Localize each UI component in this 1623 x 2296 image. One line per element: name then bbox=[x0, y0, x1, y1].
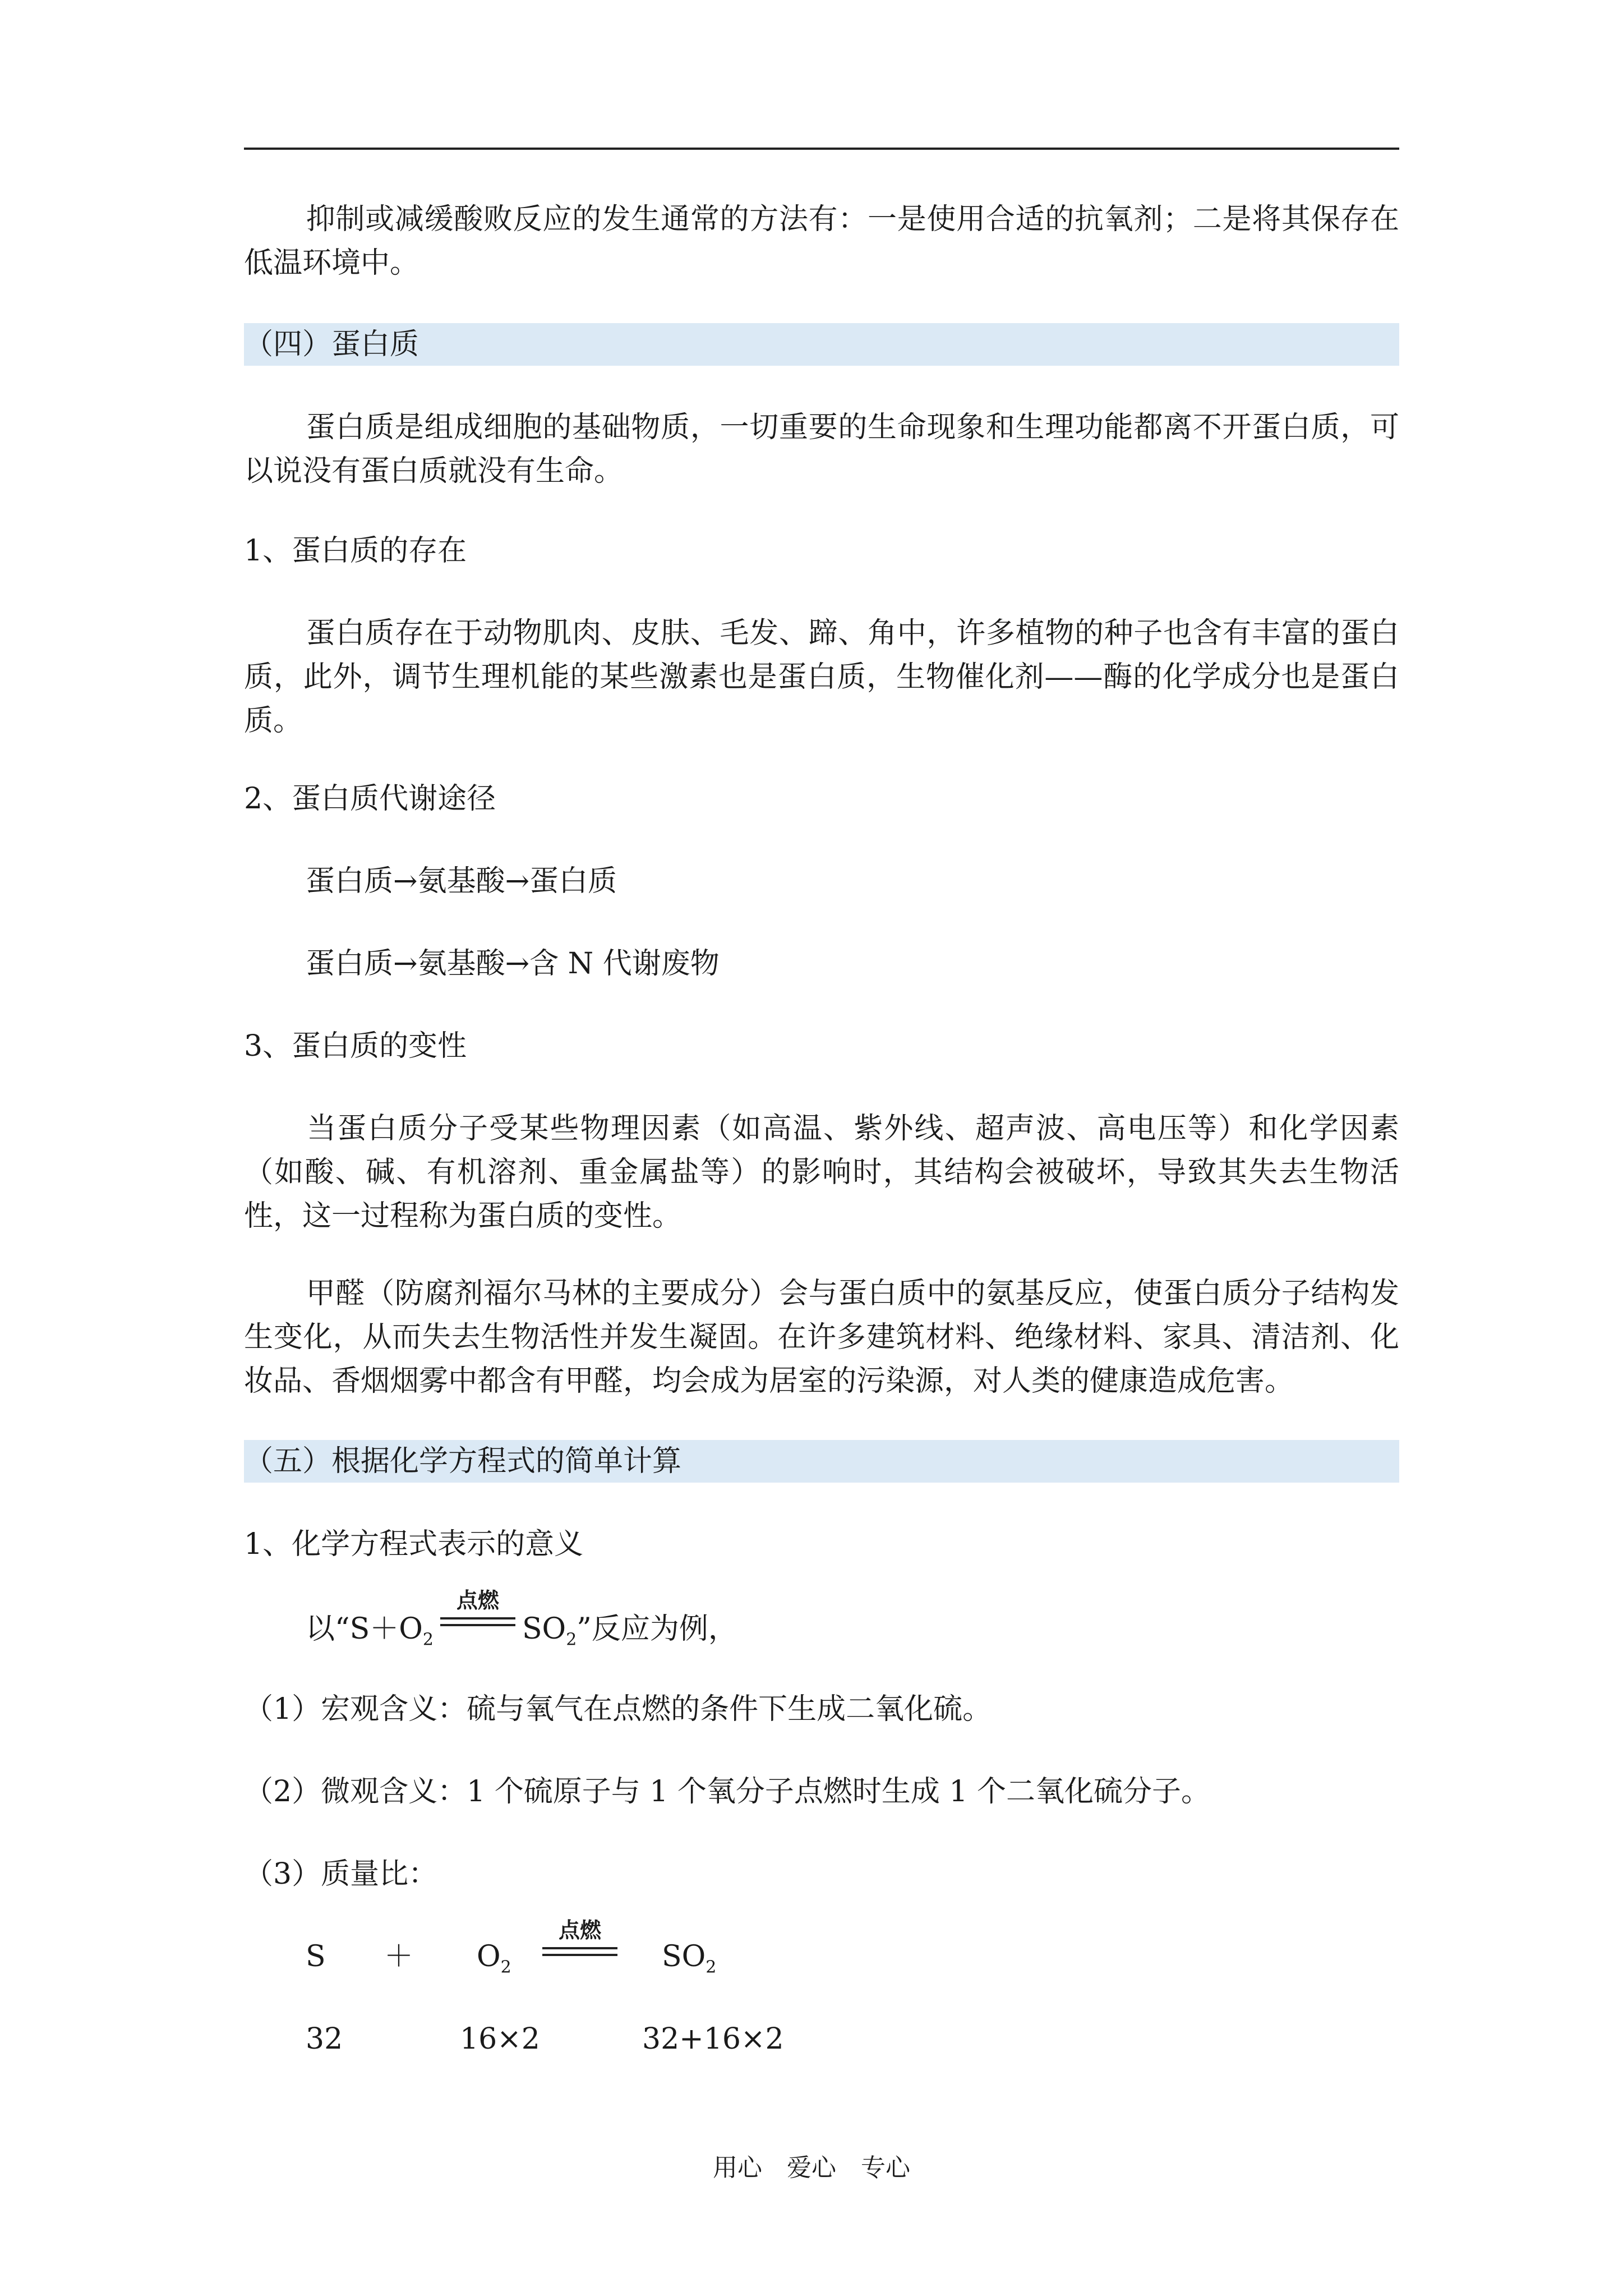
metabolism-path-1: 蛋白质→氨基酸→蛋白质 bbox=[306, 864, 617, 898]
sub-heading-denaturation: 3、蛋白质的变性 bbox=[244, 1029, 467, 1063]
mass-so2: 32+16×2 bbox=[642, 2022, 784, 2056]
section-5-heading-band bbox=[244, 1440, 1399, 1483]
reaction-condition-mark-2 bbox=[538, 1918, 622, 1968]
macro-meaning: （1）宏观含义：硫与氧气在点燃的条件下生成二氧化硫。 bbox=[244, 1692, 992, 1726]
equation-o: O bbox=[477, 1940, 501, 1973]
reaction-condition-mark bbox=[436, 1588, 520, 1639]
formaldehyde-text: 甲醛（防腐剂福尔马林的主要成分）会与蛋白质中的氨基反应，使蛋白质分子结构发生变化，从而失去生物活性并发生凝固。在许多建筑材料、绝缘材料、家具、清洁剂、化妆品、香烟烟雾中都含有甲醛，均会成为居室的污染源，对人类的健康造成危害。 bbox=[244, 1277, 1399, 1398]
formaldehyde-paragraph bbox=[244, 1272, 1399, 1403]
equation-example-line bbox=[306, 1588, 737, 1651]
page-footer: 用心 爱心 专心 bbox=[713, 2154, 910, 2182]
equation-so-subscript: 2 bbox=[706, 1957, 717, 1977]
equation-so: SO bbox=[662, 1940, 706, 1973]
condition-label-2: 点燃 bbox=[558, 1918, 601, 1943]
section-4-intro-text: 蛋白质是组成细胞的基础物质，一切重要的生命现象和生理功能都离不开蛋白质，可以说没有蛋白质就没有生命。 bbox=[244, 411, 1399, 488]
mass-ratio-label: （3）质量比： bbox=[244, 1857, 438, 1891]
example-product-subscript: 2 bbox=[566, 1630, 577, 1650]
example-suffix: ”反应为例， bbox=[577, 1612, 737, 1646]
intro-paragraph bbox=[244, 197, 1399, 285]
equation-product-so2 bbox=[662, 1935, 716, 1978]
denaturation-paragraph-1 bbox=[244, 1107, 1399, 1238]
protein-existence-text: 蛋白质存在于动物肌肉、皮肤、毛发、蹄、角中，许多植物的种子也含有丰富的蛋白质，此外，调节生理机能的某些激素也是蛋白质，生物催化剂——酶的化学成分也是蛋白质。 bbox=[244, 616, 1399, 738]
section-4-heading-band bbox=[244, 323, 1399, 366]
micro-meaning: （2）微观含义：1 个硫原子与 1 个氧分子点燃时生成 1 个二氧化硫分子。 bbox=[244, 1775, 1210, 1809]
example-product: SO bbox=[522, 1612, 566, 1646]
section-4-intro bbox=[244, 406, 1399, 493]
sub-heading-equation-meaning: 1、化学方程式表示的意义 bbox=[244, 1527, 584, 1561]
mass-s: 32 bbox=[306, 2022, 343, 2056]
sub-heading-metabolism: 2、蛋白质代谢途径 bbox=[244, 782, 496, 816]
example-prefix: 以“S＋O bbox=[306, 1612, 423, 1646]
equation-condition bbox=[536, 1918, 624, 1981]
header-rule bbox=[244, 148, 1399, 150]
intro-text: 抑制或减缓酸败反应的发生通常的方法有：一是使用合适的抗氧剂；二是将其保存在低温环境中。 bbox=[244, 203, 1399, 280]
denaturation-text-1: 当蛋白质分子受某些物理因素（如高温、紫外线、超声波、高电压等）和化学因素（如酸、碱、有机溶剂、重金属盐等）的影响时，其结构会被破坏，导致其失去生物活性，这一过程称为蛋白质的变性。 bbox=[244, 1112, 1399, 1233]
example-o2-subscript: 2 bbox=[422, 1630, 434, 1650]
section-5-heading: （五）根据化学方程式的简单计算 bbox=[244, 1444, 682, 1478]
mass-o2: 16×2 bbox=[460, 2022, 540, 2056]
equation-o-subscript: 2 bbox=[500, 1957, 511, 1977]
equation-reactant-s: S bbox=[306, 1940, 326, 1973]
equation-plus: ＋ bbox=[384, 1940, 414, 1973]
condition-label: 点燃 bbox=[456, 1588, 499, 1613]
protein-existence-paragraph bbox=[244, 611, 1399, 743]
metabolism-path-2: 蛋白质→氨基酸→含 N 代谢废物 bbox=[306, 947, 720, 981]
equation-reactant-o2 bbox=[477, 1935, 511, 1978]
section-4-heading: （四）蛋白质 bbox=[244, 328, 419, 361]
sub-heading-protein-existence: 1、蛋白质的存在 bbox=[244, 534, 467, 568]
